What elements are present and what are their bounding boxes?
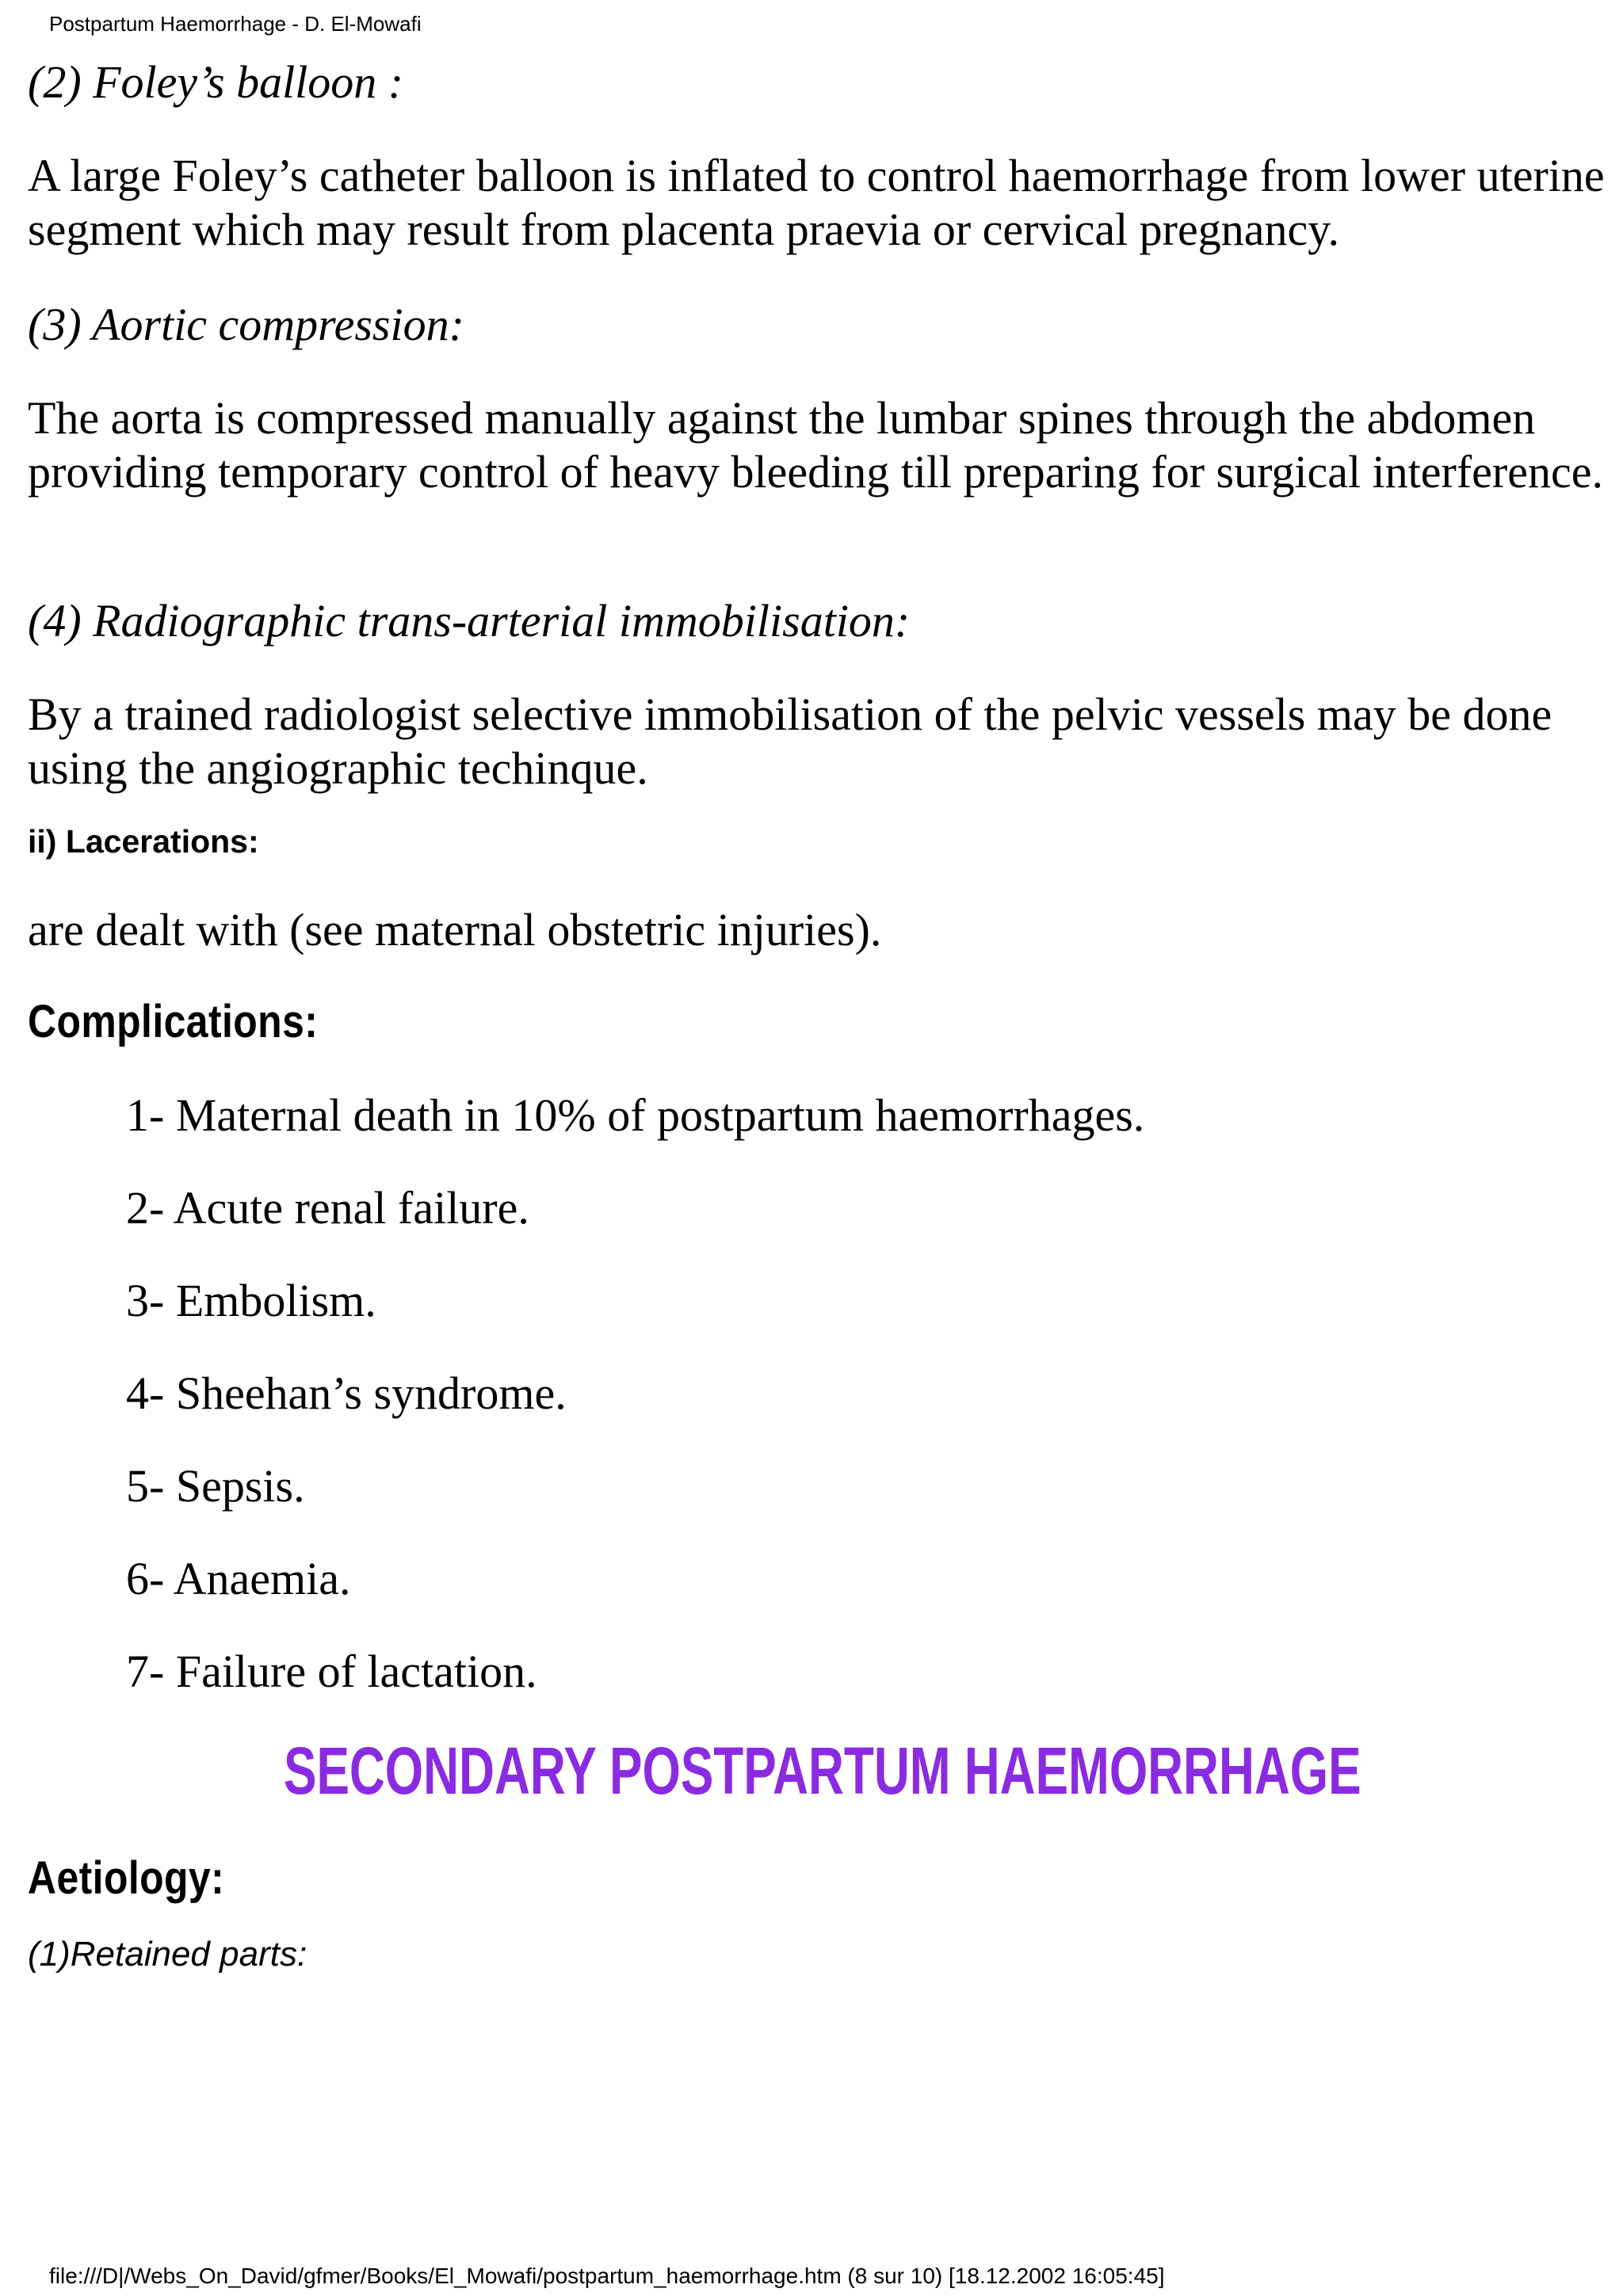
radiographic-paragraph: By a trained radiologist selective immobilisation of the pelvic vessels may be done using the angiographic techinque. <box>28 688 1552 794</box>
page-footer-url: file:///D|/Webs_On_David/gfmer/Books/El_Mowafi/postpartum_haemorrhage.htm (8 sur 10) [18.12.2002 16:05:45] <box>49 2264 1165 2288</box>
list-item: 2- Acute renal failure. <box>126 1182 529 1234</box>
list-item: 1- Maternal death in 10% of postpartum haemorrhages. <box>126 1089 1145 1141</box>
aetiology-heading: Aetiology: <box>28 1852 225 1904</box>
foley-paragraph: A large Foley’s catheter balloon is inflated to control haemorrhage from lower uterine segment which may result from placenta praevia or cervical pregnancy. <box>28 150 1605 255</box>
foley-heading: (2) Foley’s balloon : <box>28 56 404 108</box>
aortic-paragraph: The aorta is compressed manually against the lumbar spines through the abdomen providing temporary control of heavy bleeding till preparing for surgical interference. <box>28 392 1603 498</box>
radiographic-heading: (4) Radiographic trans-arterial immobilisation: <box>28 595 911 646</box>
running-header: Postpartum Haemorrhage - D. El-Mowafi <box>49 12 422 36</box>
lacerations-paragraph: are dealt with (see maternal obstetric injuries). <box>28 904 882 955</box>
list-item: 3- Embolism. <box>126 1275 376 1326</box>
list-item: 7- Failure of lactation. <box>126 1646 537 1697</box>
list-item: 6- Anaemia. <box>126 1553 351 1604</box>
list-item: 4- Sheehan’s syndrome. <box>126 1367 567 1419</box>
aortic-heading: (3) Aortic compression: <box>28 299 464 350</box>
secondary-pph-banner: SECONDARY POSTPARTUM HAEMORRHAGE <box>284 1733 1361 1808</box>
complications-heading: Complications: <box>28 996 319 1047</box>
lacerations-heading: ii) Lacerations: <box>28 823 259 860</box>
retained-parts-subheading: (1)Retained parts: <box>28 1935 307 1974</box>
list-item: 5- Sepsis. <box>126 1460 305 1512</box>
